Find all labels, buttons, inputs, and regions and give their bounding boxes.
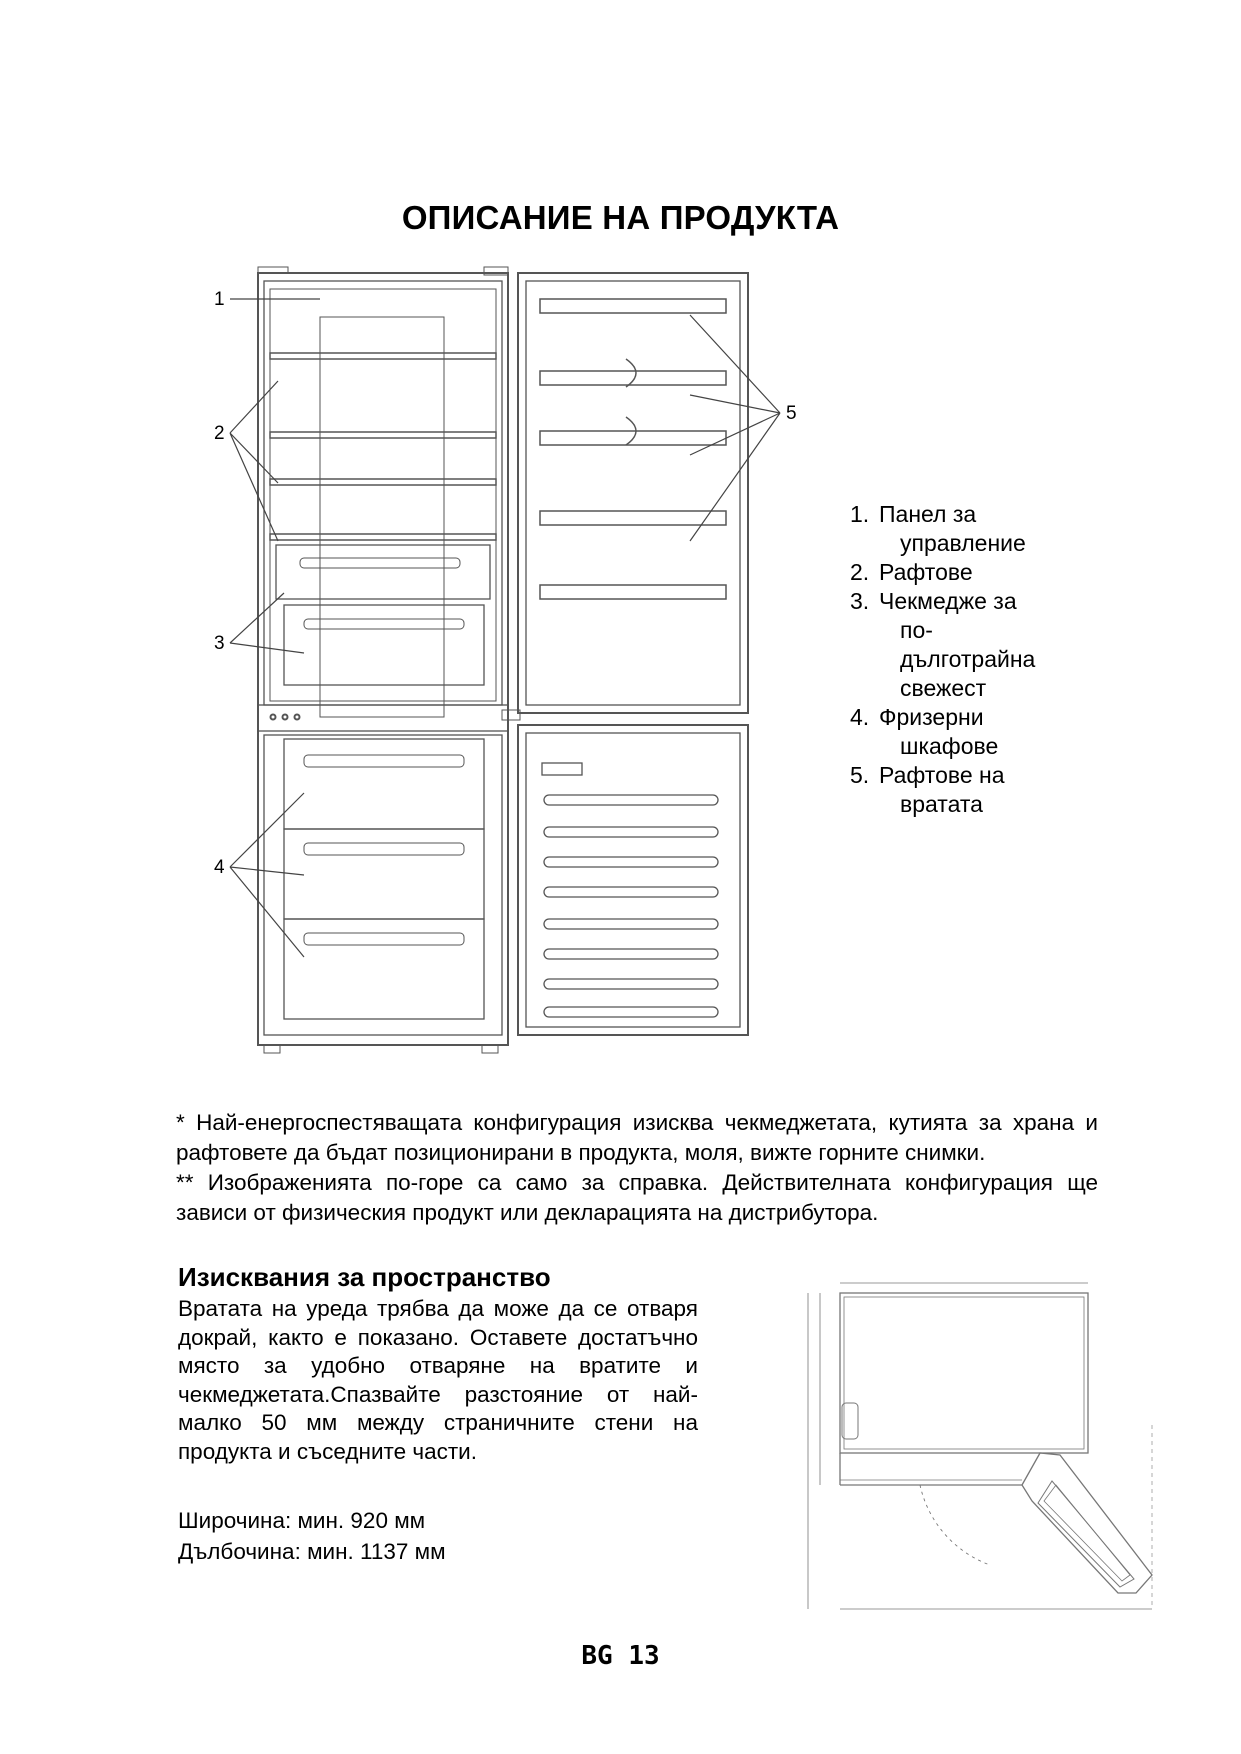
- legend-text: управление: [900, 530, 1026, 556]
- callout-1: 1: [214, 289, 225, 310]
- callout-2: 2: [214, 423, 225, 444]
- callout-3: 3: [214, 633, 225, 654]
- legend-text: Фризерни: [879, 704, 984, 730]
- fridge-diagram: [200, 255, 810, 1065]
- space-requirements-text: Вратата на уреда трябва да може да се отваря докрай, както е показано. Оставете достатъчно място за удобно отваряне на вратите и чекмеджетата.Спазвайте разстояние от най-малко 50 мм между страничните стени на продукта и съседните части.: [178, 1296, 698, 1464]
- legend-item: [850, 500, 1035, 558]
- legend-text: Рафтове на: [879, 762, 1005, 788]
- min-width: Широчина: мин. 920 мм: [178, 1508, 426, 1533]
- legend-text: шкафове: [900, 733, 999, 759]
- min-depth: Дълбочина: мин. 1137 мм: [178, 1539, 446, 1564]
- space-requirements-heading: Изисквания за пространство: [178, 1262, 551, 1292]
- legend-text: Чекмедже за: [879, 588, 1017, 614]
- legend-number: 4.: [850, 704, 870, 730]
- page-title: ОПИСАНИЕ НА ПРОДУКТА: [401, 199, 840, 236]
- note-reference: ** Изображенията по-горе са само за справка. Действителната конфигурация ще зависи от физическия продукт или декларацията на дистрибутора.: [176, 1170, 1098, 1225]
- installation-diagram: [800, 1275, 1200, 1635]
- parts-legend: [850, 500, 1035, 819]
- legend-text: вратата: [900, 791, 983, 817]
- legend-number: 1.: [850, 501, 870, 527]
- legend-item: [850, 558, 1035, 587]
- note-energy: * Най-енергоспестяващата конфигурация изисква чекмеджетата, кутията за храна и рафтовете да бъдат позиционирани в продукта, моля, вижте горните снимки.: [176, 1110, 1098, 1165]
- notes: [176, 1108, 1098, 1228]
- callout-5: 5: [786, 403, 797, 424]
- page-number: BG 13: [581, 1641, 660, 1671]
- legend-text: Панел за: [879, 501, 977, 527]
- callout-4: 4: [214, 857, 225, 878]
- legend-text: Рафтове: [879, 559, 973, 585]
- legend-item: [850, 761, 1035, 819]
- legend-text: свежест: [900, 675, 987, 701]
- legend-text: дълготрайна: [900, 646, 1036, 672]
- legend-number: 2.: [850, 559, 870, 585]
- legend-number: 3.: [850, 588, 870, 614]
- legend-item: [850, 587, 1035, 703]
- legend-text: по-: [900, 617, 933, 643]
- legend-number: 5.: [850, 762, 870, 788]
- legend-item: [850, 703, 1035, 761]
- dimensions: [178, 1505, 446, 1567]
